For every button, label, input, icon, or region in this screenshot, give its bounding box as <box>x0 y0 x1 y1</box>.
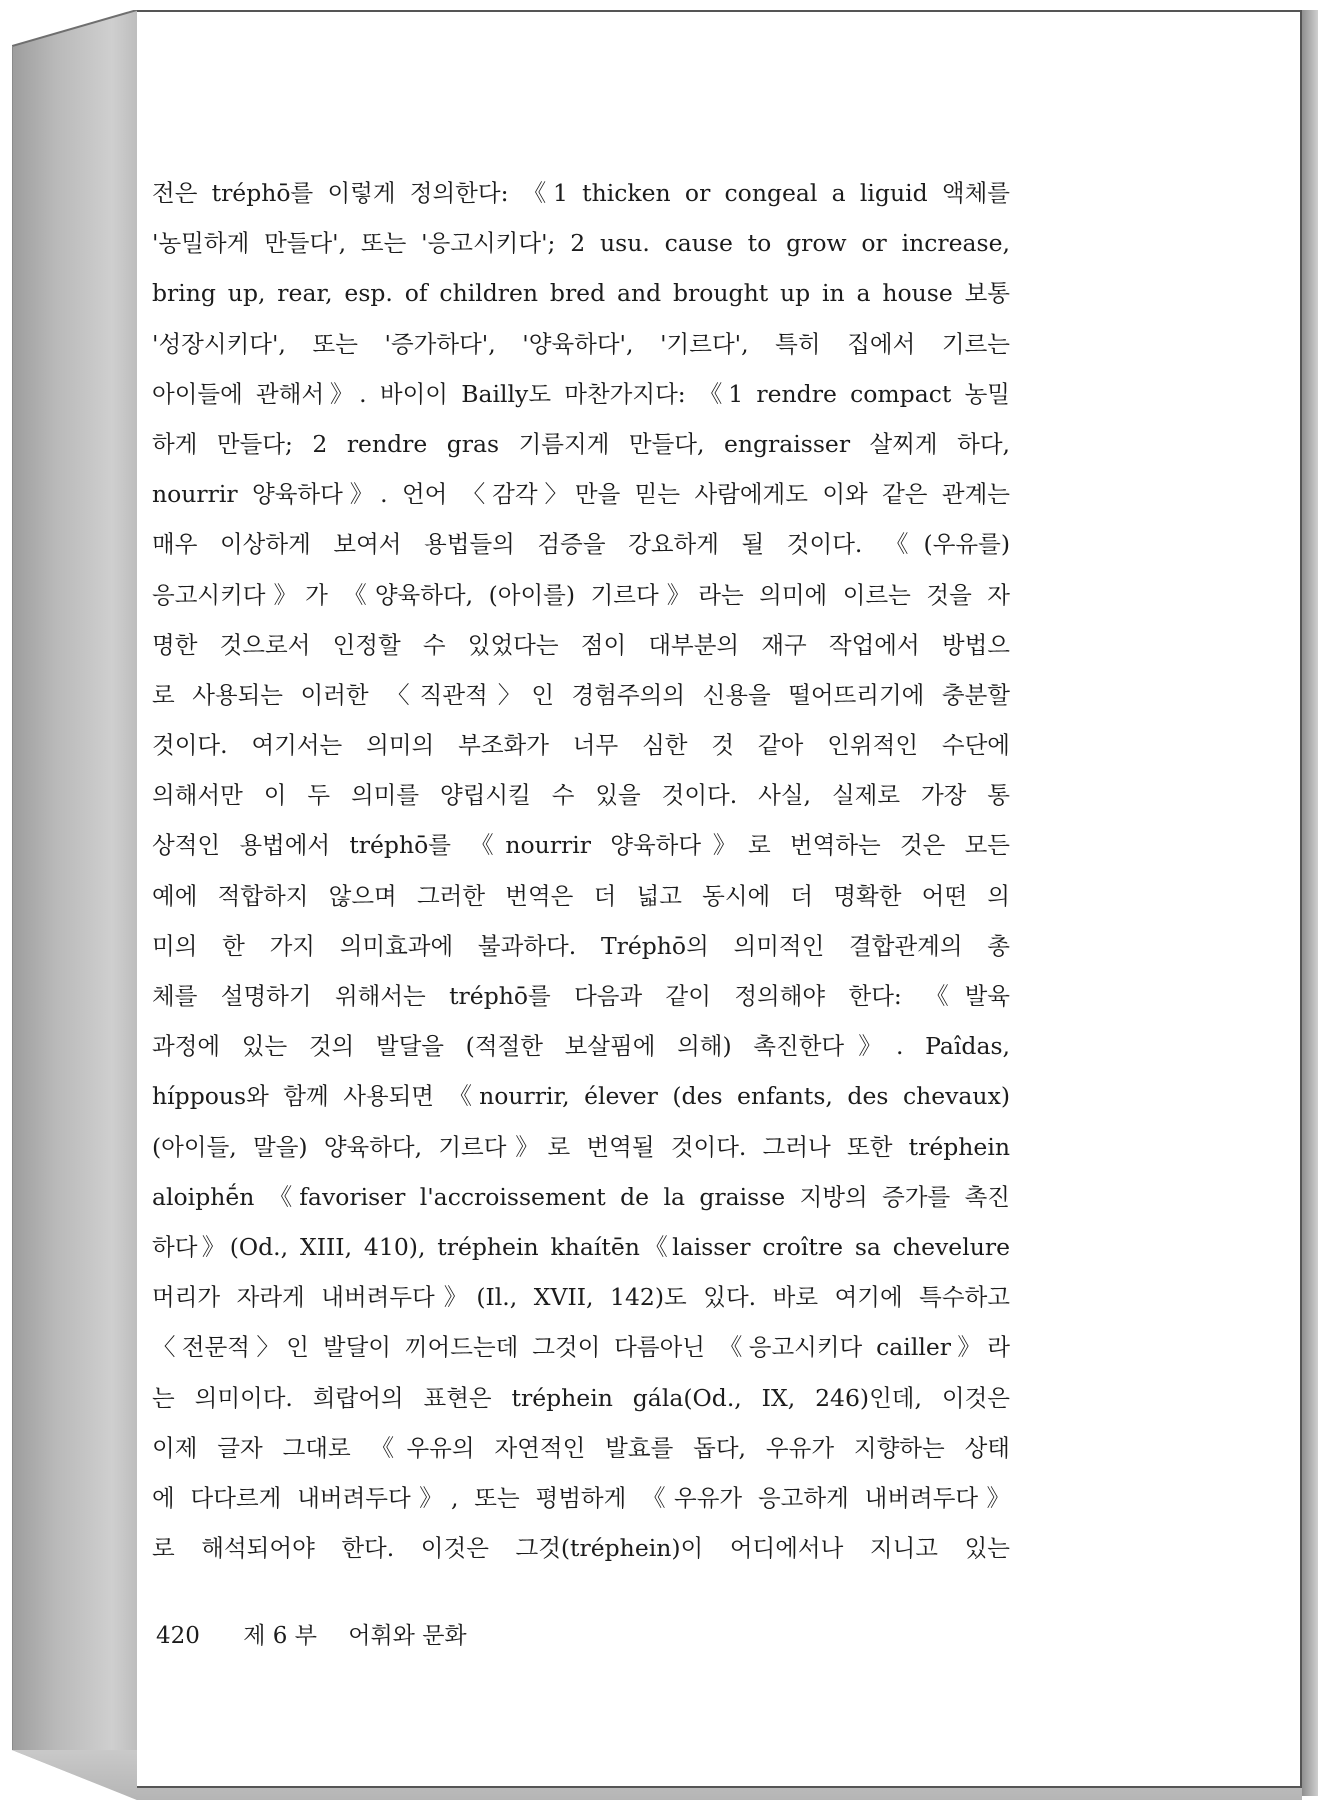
text-line: 머리가 자라게 내버려두다》(Il., XVII, 142)도 있다. 바로 여기에 특수하고 <box>152 1283 1010 1312</box>
text-line: aloiphḗn 《favoriser l'accroissement de la graisse 지방의 증가를 촉진 <box>152 1182 1010 1211</box>
text-line: 하게 만들다; 2 rendre gras 기름지게 만들다, engraisser 살찌게 하다, <box>152 429 1010 458</box>
text-line: (아이들, 말을) 양육하다, 기르다》로 번역될 것이다. 그러나 또한 tréphein <box>152 1132 1010 1161</box>
text-line: 체를 설명하기 위해서는 tréphō를 다음과 같이 정의해야 한다: 《발육 <box>152 982 1010 1010</box>
text-line: 미의 한 가지 의미효과에 불과하다. Tréphō의 의미적인 결합관계의 총 <box>152 931 1010 960</box>
text-line: 에 다다르게 내버려두다》, 또는 평범하게 《우유가 응고하게 내버려두다》 <box>152 1483 1010 1512</box>
text-line: 과정에 있는 것의 발달을 (적절한 보살핌에 의해) 촉진한다》. Paîdas, <box>152 1032 1010 1061</box>
text-line: 매우 이상하게 보여서 용법들의 검증을 강요하게 될 것이다. 《(우유를) <box>152 530 1010 559</box>
text-line: 상적인 용법에서 tréphō를 《nourrir 양육하다》로 번역하는 것은 모든 <box>152 831 1010 860</box>
text-line: 응고시키다》가 《양육하다, (아이를) 기르다》라는 의미에 이르는 것을 자 <box>152 580 1010 609</box>
page-number: 420 <box>156 1623 200 1649</box>
text-line: 명한 것으로서 인정할 수 있었다는 점이 대부분의 재구 작업에서 방법으 <box>152 630 1010 659</box>
body-text <box>152 168 1010 1573</box>
text-line: 아이들에 관해서》. 바이이 Bailly도 마찬가지다: 《1 rendre compact 농밀 <box>152 379 1010 408</box>
text-line: '농밀하게 만들다', 또는 '응고시키다'; 2 usu. cause to grow or increase, <box>152 229 1010 258</box>
text-line: 이제 글자 그대로 《우유의 자연적인 발효를 돕다, 우유가 지향하는 상태 <box>152 1433 1010 1462</box>
text-line: bring up, rear, esp. of children bred and brought up in a house 보통 <box>152 279 1010 308</box>
text-line: híppous와 함께 사용되면 《nourrir, élever (des enfants, des chevaux) <box>152 1082 1010 1111</box>
text-line: 예에 적합하지 않으며 그러한 번역은 더 넓고 동시에 더 명확한 어떤 의 <box>152 881 1010 910</box>
text-line: '성장시키다', 또는 '증가하다', '양육하다', '기르다', 특히 집에서 기르는 <box>152 329 1010 358</box>
section-title: 어휘와 문화 <box>348 1623 467 1649</box>
part-label: 제 6 부 <box>243 1623 317 1649</box>
text-line: 전은 tréphō를 이렇게 정의한다: 《1 thicken or congeal a liguid 액체를 <box>152 179 1010 207</box>
text-line: 로 사용되는 이러한 〈직관적〉인 경험주의의 신용을 떨어뜨리기에 충분할 <box>152 680 1010 709</box>
book-spine-side <box>12 10 137 1800</box>
text-line: 하다》(Od., XIII, 410), tréphein khaítēn《laisser croître sa chevelure <box>152 1232 1010 1261</box>
text-line: 는 의미이다. 희랍어의 표현은 tréphein gála(Od., IX, 246)인데, 이것은 <box>152 1383 1010 1412</box>
text-line: 로 해석되어야 한다. 이것은 그것(tréphein)이 어디에서나 지니고 있는 <box>152 1534 1010 1563</box>
text-line: 의해서만 이 두 의미를 양립시킬 수 있을 것이다. 사실, 실제로 가장 통 <box>152 781 1010 810</box>
text-line: 〈전문적〉인 발달이 끼어드는데 그것이 다름아닌 《응고시키다 cailler》라 <box>152 1333 1010 1362</box>
text-line: 것이다. 여기서는 의미의 부조화가 너무 심한 것 같아 인위적인 수단에 <box>152 731 1010 760</box>
text-line: nourrir 양육하다》. 언어 〈감각〉만을 믿는 사람에게도 이와 같은 관계는 <box>152 480 1010 509</box>
book-right-edge <box>1302 10 1318 1796</box>
page-footer <box>156 1617 467 1650</box>
